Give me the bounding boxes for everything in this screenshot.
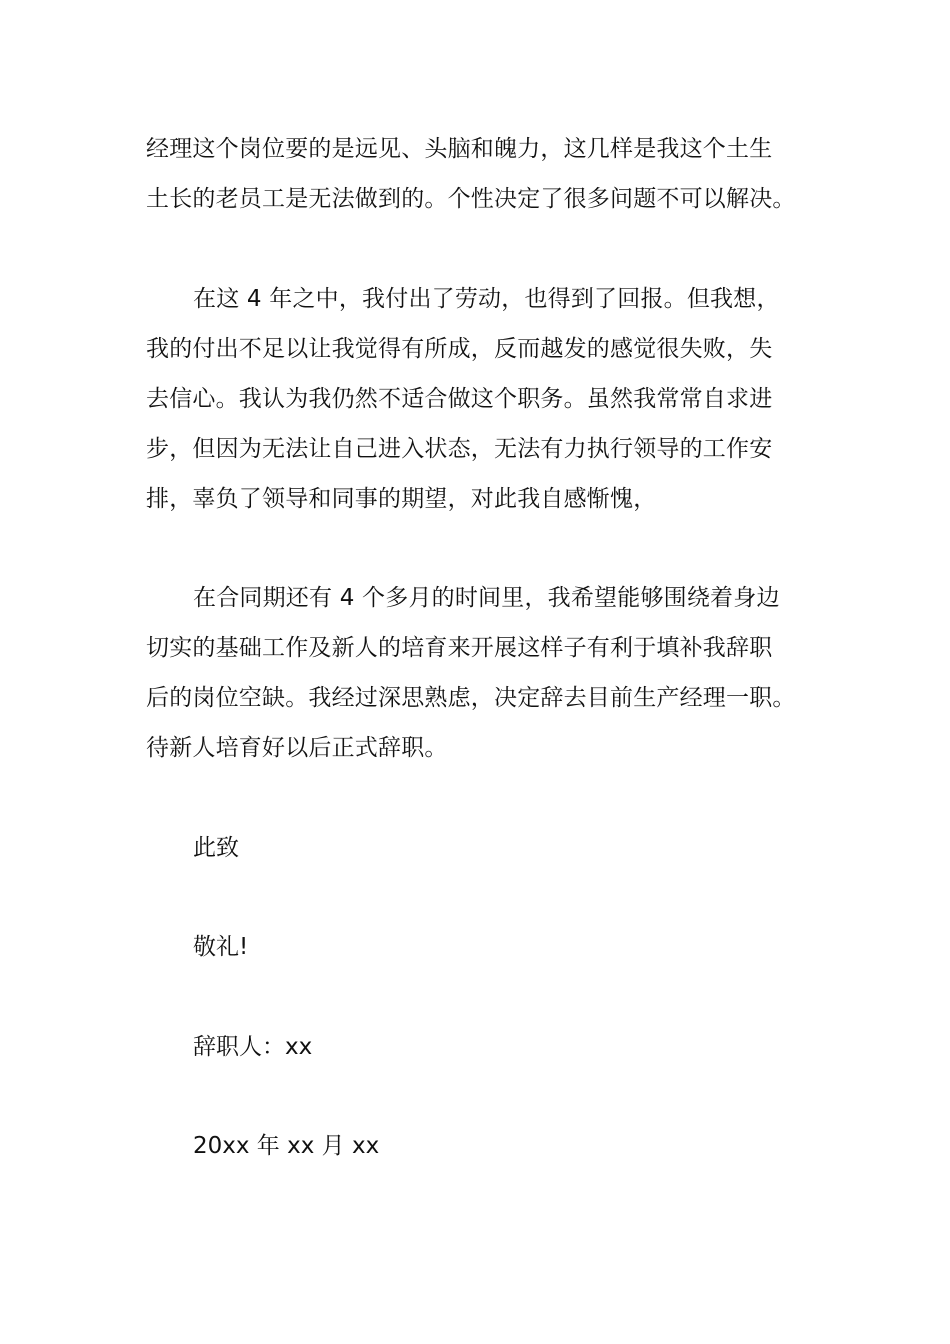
paragraph-line: 后的岗位空缺。我经过深思熟虑，决定辞去目前生产经理一职。	[146, 685, 796, 711]
paragraph-line: 在这 4 年之中，我付出了劳动，也得到了回报。但我想，	[193, 286, 780, 312]
paragraph-line: 土长的老员工是无法做到的。个性决定了很多问题不可以解决。	[146, 186, 796, 212]
paragraph-line: 待新人培育好以后正式辞职。	[146, 735, 448, 761]
paragraph-line: 我的付出不足以让我觉得有所成，反而越发的感觉很失败，失	[146, 336, 773, 362]
paragraph-line: 排，辜负了领导和同事的期望，对此我自感惭愧，	[146, 486, 657, 512]
paragraph-line: 去信心。我认为我仍然不适合做这个职务。虽然我常常自求进	[146, 386, 773, 412]
closing-salutation: 此致	[193, 835, 239, 861]
paragraph-line: 步，但因为无法让自己进入状态，无法有力执行领导的工作安	[146, 436, 773, 462]
paragraph-1	[146, 124, 812, 224]
resigner-signature: 辞职人：xx	[193, 1034, 313, 1060]
paragraph-line: 经理这个岗位要的是远见、头脑和魄力，这几样是我这个土生	[146, 136, 773, 162]
paragraph-2	[146, 274, 812, 524]
paragraph-line: 切实的基础工作及新人的培育来开展这样子有利于填补我辞职	[146, 635, 773, 661]
closing-regards: 敬礼!	[193, 934, 249, 960]
paragraph-3	[146, 573, 812, 773]
paragraph-line: 在合同期还有 4 个多月的时间里，我希望能够围绕着身边	[193, 585, 780, 611]
document-date: 20xx 年 xx 月 xx	[193, 1133, 380, 1159]
